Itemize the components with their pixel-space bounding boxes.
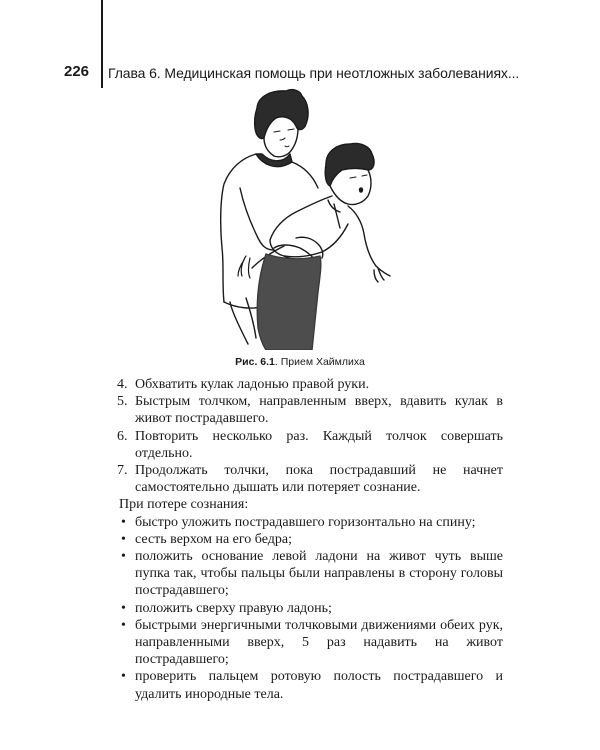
bullet-text: положить сверху правую ладонь;: [135, 600, 332, 616]
victim-hair: [325, 143, 374, 186]
rescuer-arm: [240, 188, 274, 250]
figure-caption: [0, 355, 600, 369]
step-item: [117, 393, 503, 427]
unconscious-intro: При потере сознания:: [119, 497, 249, 513]
rescuer-hair: [255, 90, 308, 139]
figure-title: . Прием Хаймлиха: [274, 356, 365, 368]
bullet-marker: •: [121, 531, 126, 547]
step-number: 4.: [117, 377, 128, 392]
victim-pants: [257, 254, 321, 350]
step-text: Быстрым толчком, направленным вверх, вдавить кулак в живот пострадавшего.: [135, 394, 503, 427]
step-text: Повторить несколько раз. Каждый толчок совершать отдельно.: [135, 428, 503, 461]
heimlich-illustration: [200, 88, 400, 350]
bullet-marker: •: [121, 549, 126, 565]
running-head: Глава 6. Медицинская помощь при неотложных заболеваниях...: [108, 65, 520, 81]
bullet-item: [117, 548, 503, 600]
bullet-item: [117, 617, 503, 669]
page-header: [64, 62, 560, 86]
victim-hand: [374, 266, 390, 282]
bullet-text: быстро уложить пострадавшего горизонтально на спину;: [135, 514, 476, 530]
bullet-marker: •: [121, 669, 126, 685]
step-item: [117, 376, 503, 393]
bullet-item: [117, 531, 503, 548]
rescuer-face: [264, 128, 298, 157]
bullet-text: сесть верхом на его бедра;: [135, 531, 292, 547]
step-item: [117, 428, 503, 462]
rescuer-torso: [221, 154, 256, 302]
step-number: 5.: [117, 394, 128, 410]
bullet-item: [117, 514, 503, 531]
bullet-marker: •: [121, 514, 126, 530]
bullet-marker: •: [121, 600, 126, 616]
bullet-item: [117, 600, 503, 617]
bullet-text: проверить пальцем ротовую полость пострадавшего и удалить инородные тела.: [135, 669, 503, 702]
rescuer-legs: [230, 298, 256, 344]
step-number: 7.: [117, 463, 128, 479]
bullet-text: положить основание левой ладони на живот чуть выше пупка так, чтобы пальцы были направлены в сторону головы пострадавшего;: [135, 549, 503, 599]
step-number: 6.: [117, 428, 128, 444]
body-text: [117, 376, 503, 703]
page-number: 226: [64, 63, 90, 80]
step-text: Обхватить кулак ладонью правой руки.: [135, 377, 370, 392]
step-text: Продолжать толчки, пока пострадавший не начнет самостоятельно дышать или потеряет сознание.: [135, 463, 503, 496]
bullet-text: быстрыми энергичными толчковыми движениями обеих рук, направленными вверх, 5 раз надавить на живот пострадавшего;: [135, 617, 503, 668]
step-item: [117, 462, 503, 496]
bullet-item: [117, 668, 503, 702]
bullet-marker: •: [121, 617, 126, 633]
figure-label: Рис. 6.1: [235, 356, 275, 368]
